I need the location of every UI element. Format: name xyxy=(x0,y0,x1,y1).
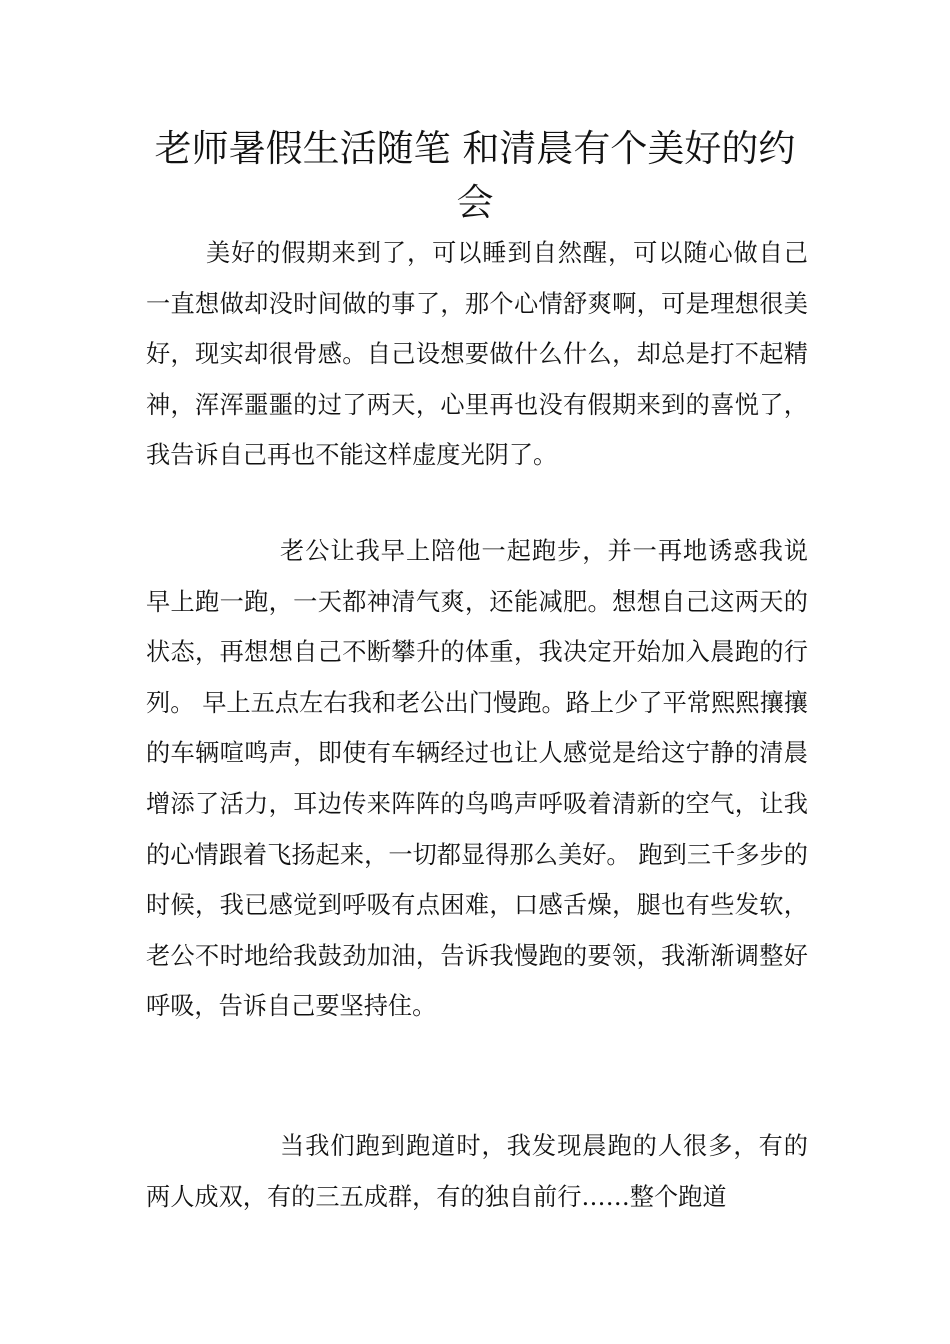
paragraph-3: 当我们跑到跑道时，我发现晨跑的人很多，有的两人成双，有的三五成群，有的独自前行……整个跑道 xyxy=(146,1132,808,1211)
document-title: 老师暑假生活随笔 和清晨有个美好的约会 xyxy=(154,127,796,224)
paragraph-2: 老公让我早上陪他一起跑步，并一再地诱惑我说早上跑一跑，一天都神清气爽，还能减肥。想想自己这两天的状态，再想想自己不断攀升的体重，我决定开始加入晨跑的行列。 早上五点左右我和老公出门慢跑。路上少了平常熙熙攘攘的车辆喧鸣声，即使有车辆经过也让人感觉是给这宁静的清晨增添了活力，耳边传来阵阵的鸟鸣声呼吸着清新的空气，让我的心情跟着飞扬起来，一切都显得那么美好。 跑到三千多步的时候，我已感觉到呼吸有点困难，口感舌燥，腿也有些发软，老公不时地给我鼓劲加油，告诉我慢跑的要领，我渐渐调整好呼吸，告诉自己要坚持住。 xyxy=(146,537,808,1021)
paragraph-1: 美好的假期来到了，可以睡到自然醒，可以随心做自己一直想做却没时间做的事了，那个心情舒爽啊，可是理想很美好，现实却很骨感。自己设想要做什么什么，却总是打不起精神，浑浑噩噩的过了两天，心里再也没有假期来到的喜悦了，我告诉自己再也不能这样虚度光阴了。 xyxy=(146,239,808,470)
